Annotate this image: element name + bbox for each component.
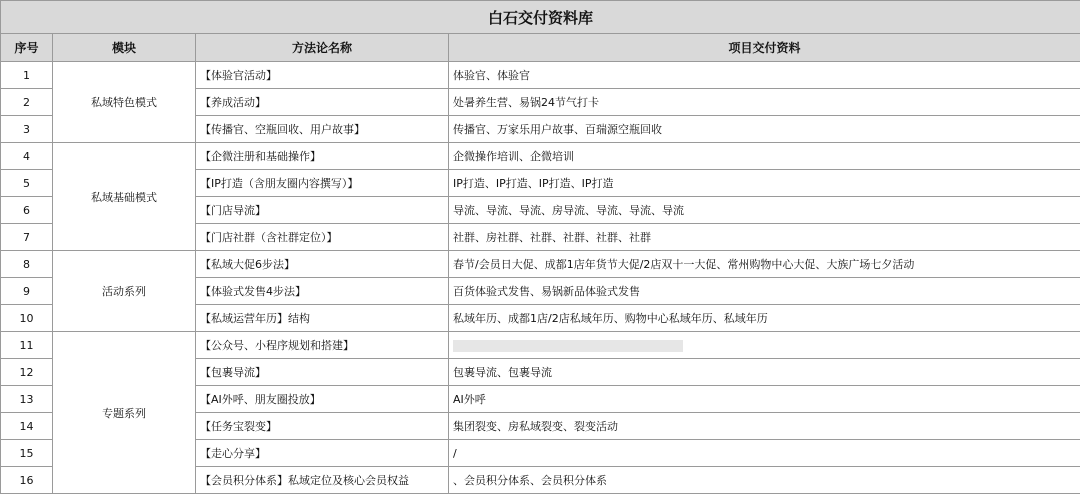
header-deliverable: 项目交付资料 bbox=[449, 34, 1080, 62]
module-cell: 活动系列 bbox=[53, 251, 196, 332]
deliverable-cell: 春节/会员日大促、成都1店年货节大促/2店双十一大促、常州购物中心大促、大族广场七夕活动 bbox=[449, 251, 1080, 278]
row-number: 12 bbox=[1, 359, 53, 386]
row-number: 11 bbox=[1, 332, 53, 359]
method-cell: 【养成活动】 bbox=[196, 89, 449, 116]
row-number: 14 bbox=[1, 413, 53, 440]
method-cell: 【体验式发售4步法】 bbox=[196, 278, 449, 305]
row-number: 1 bbox=[1, 62, 53, 89]
header-index: 序号 bbox=[1, 34, 53, 62]
module-cell: 私域特色模式 bbox=[53, 62, 196, 143]
module-cell: 私域基础模式 bbox=[53, 143, 196, 251]
row-number: 16 bbox=[1, 467, 53, 494]
deliverable-cell: 私域年历、成都1店/2店私域年历、购物中心私域年历、私域年历 bbox=[449, 305, 1080, 332]
module-cell: 专题系列 bbox=[53, 332, 196, 494]
table-row bbox=[1, 62, 1080, 89]
header-module: 模块 bbox=[53, 34, 196, 62]
deliverable-cell: 处暑养生营、易锅24节气打卡 bbox=[449, 89, 1080, 116]
row-number: 8 bbox=[1, 251, 53, 278]
method-cell: 【AI外呼、朋友圈投放】 bbox=[196, 386, 449, 413]
method-cell: 【公众号、小程序规划和搭建】 bbox=[196, 332, 449, 359]
method-cell: 【门店社群（含社群定位）】 bbox=[196, 224, 449, 251]
row-number: 13 bbox=[1, 386, 53, 413]
deliverable-cell: 百货体验式发售、易锅新品体验式发售 bbox=[449, 278, 1080, 305]
row-number: 2 bbox=[1, 89, 53, 116]
row-number: 5 bbox=[1, 170, 53, 197]
row-number: 9 bbox=[1, 278, 53, 305]
method-cell: 【私域运营年历】结构 bbox=[196, 305, 449, 332]
deliverable-cell: 企微操作培训、企微培训 bbox=[449, 143, 1080, 170]
method-cell: 【任务宝裂变】 bbox=[196, 413, 449, 440]
method-cell: 【会员积分体系】私域定位及核心会员权益 bbox=[196, 467, 449, 494]
method-cell: 【企微注册和基础操作】 bbox=[196, 143, 449, 170]
row-number: 3 bbox=[1, 116, 53, 143]
row-number: 6 bbox=[1, 197, 53, 224]
method-cell: 【私域大促6步法】 bbox=[196, 251, 449, 278]
row-number: 10 bbox=[1, 305, 53, 332]
deliverable-cell: 集团裂变、房私域裂变、裂变活动 bbox=[449, 413, 1080, 440]
row-number: 15 bbox=[1, 440, 53, 467]
method-cell: 【走心分享】 bbox=[196, 440, 449, 467]
deliverable-cell: 、会员积分体系、会员积分体系 bbox=[449, 467, 1080, 494]
deliverable-cell: 体验官、体验官 bbox=[449, 62, 1080, 89]
row-number: 7 bbox=[1, 224, 53, 251]
deliverable-cell: 包裹导流、包裹导流 bbox=[449, 359, 1080, 386]
deliverable-cell: AI外呼 bbox=[449, 386, 1080, 413]
method-cell: 【IP打造（含朋友圈内容撰写）】 bbox=[196, 170, 449, 197]
method-cell: 【门店导流】 bbox=[196, 197, 449, 224]
deliverable-cell: IP打造、IP打造、IP打造、IP打造 bbox=[449, 170, 1080, 197]
method-cell: 【包裹导流】 bbox=[196, 359, 449, 386]
method-cell: 【体验官活动】 bbox=[196, 62, 449, 89]
table-row bbox=[1, 332, 1080, 359]
redacted-block bbox=[453, 340, 683, 352]
deliverable-cell: / bbox=[449, 440, 1080, 467]
deliverable-cell bbox=[449, 332, 1080, 359]
header-method: 方法论名称 bbox=[196, 34, 449, 62]
method-cell: 【传播官、空瓶回收、用户故事】 bbox=[196, 116, 449, 143]
table-row bbox=[1, 251, 1080, 278]
table-row bbox=[1, 143, 1080, 170]
table-title: 白石交付资料库 bbox=[1, 1, 1080, 34]
deliverable-cell: 社群、房社群、社群、社群、社群、社群 bbox=[449, 224, 1080, 251]
deliverable-cell: 导流、导流、导流、房导流、导流、导流、导流 bbox=[449, 197, 1080, 224]
row-number: 4 bbox=[1, 143, 53, 170]
deliverable-cell: 传播官、万家乐用户故事、百瑞源空瓶回收 bbox=[449, 116, 1080, 143]
